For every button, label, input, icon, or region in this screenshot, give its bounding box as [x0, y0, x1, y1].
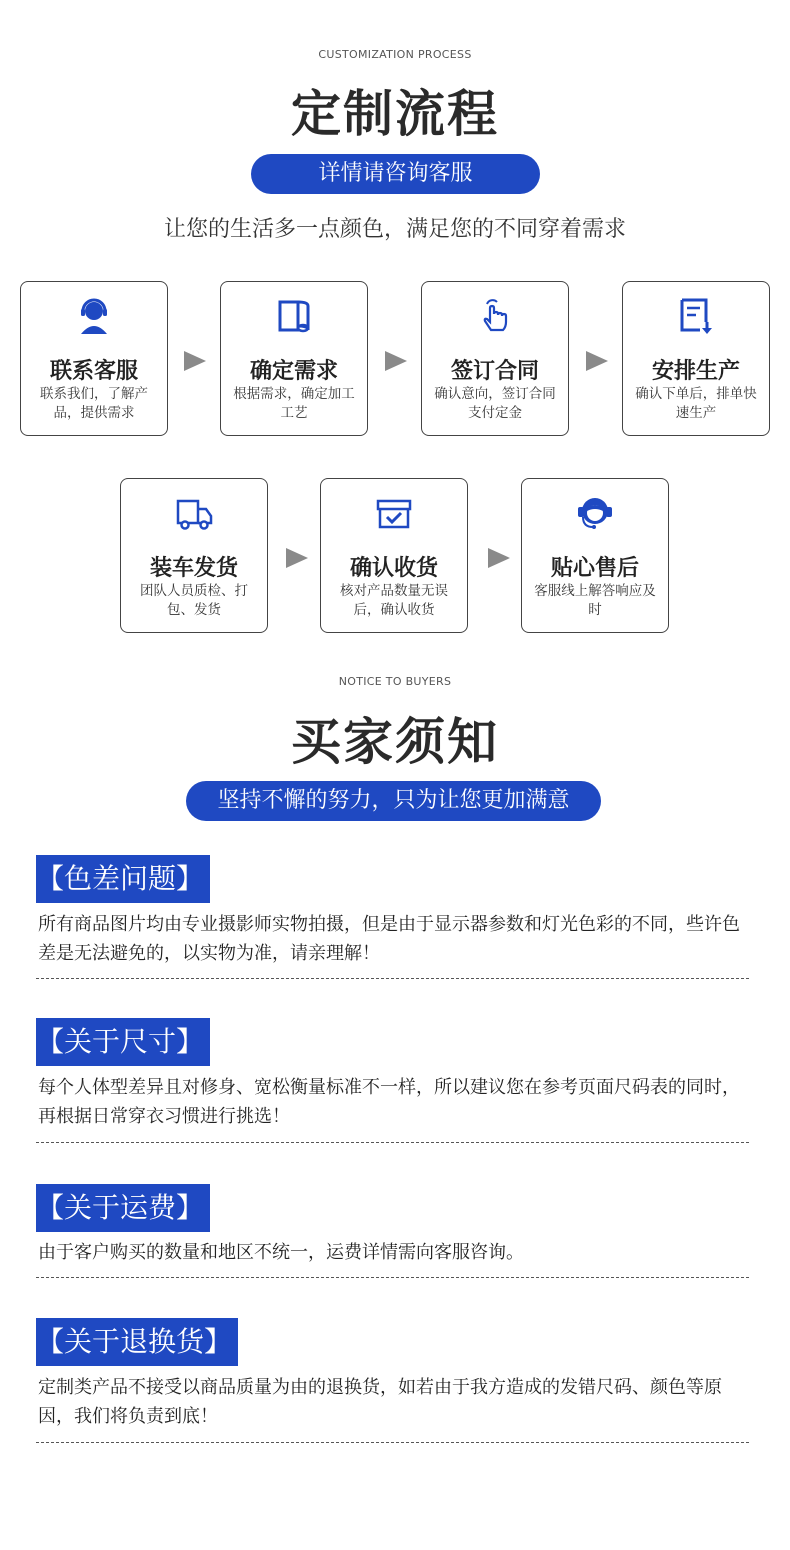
step-desc: 确认意向，签订合同支付定金 [434, 386, 556, 421]
arrow-right-icon [586, 351, 608, 371]
box-check-icon [374, 493, 414, 533]
step-card-after-sales [521, 478, 669, 633]
notice-text-returns: 定制类产品不接受以商品质量为由的退换货，如若由于我方造成的发错尺码、颜色等原因，我们将负责到底！ [38, 1377, 722, 1427]
arrow-right-icon [488, 548, 510, 568]
arrow-right-icon [286, 548, 308, 568]
divider [36, 1442, 749, 1443]
notice-heading-returns: 【关于退换货】 [36, 1318, 238, 1366]
step-title: 贴心售后 [550, 556, 639, 581]
step-desc: 联系我们，了解产品，提供需求 [40, 386, 148, 421]
step-card-shipping [120, 478, 268, 633]
notice-heading-shipping: 【关于运费】 [36, 1184, 210, 1232]
arrow-right-icon [184, 351, 206, 371]
divider [36, 1277, 749, 1278]
notice-text-color: 所有商品图片均由专业摄影师实物拍摄，但是由于显示器参数和灯光色彩的不同，些许色差是无法避免的，以实物为准，请亲理解！ [38, 914, 740, 964]
notice-text-shipping: 由于客户购买的数量和地区不统一，运费详情需向客服咨询。 [38, 1242, 524, 1263]
arrow-right-icon [385, 351, 407, 371]
step-title: 联系客服 [49, 359, 138, 384]
process-subtitle-en: CUSTOMIZATION PROCESS [318, 48, 472, 61]
step-title: 确认收货 [349, 556, 438, 581]
notice-text-size: 每个人体型差异且对修身、宽松衡量标准不一样，所以建议您在参考页面尺码表的同时，再根据日常穿衣习惯进行挑选！ [38, 1077, 740, 1127]
notice-subtitle-en: NOTICE TO BUYERS [338, 675, 452, 688]
satisfaction-pill: 坚持不懈的努力，只为让您更加满意 [186, 781, 601, 821]
notice-heading-color: 【色差问题】 [36, 855, 210, 903]
step-card-production [622, 281, 770, 436]
step-card-contract [421, 281, 569, 436]
process-tagline: 让您的生活多一点颜色，满足您的不同穿着需求 [163, 217, 626, 242]
notice-heading-size: 【关于尺寸】 [36, 1018, 210, 1066]
step-desc: 客服线上解答响应及时 [534, 583, 656, 618]
step-card-contact [20, 281, 168, 436]
step-title: 确定需求 [249, 359, 338, 384]
step-title: 装车发货 [149, 556, 238, 581]
customer-service-icon [74, 296, 114, 336]
step-card-requirement [220, 281, 368, 436]
step-title: 安排生产 [651, 359, 740, 384]
step-title: 签订合同 [450, 359, 539, 384]
step-card-receipt [320, 478, 468, 633]
book-icon [274, 296, 314, 336]
step-desc: 团队人员质检、打包、发货 [140, 583, 248, 618]
truck-icon [174, 493, 214, 533]
hand-click-icon [475, 296, 515, 336]
headset-agent-icon [575, 493, 615, 533]
consult-pill[interactable]: 详情请咨询客服 [251, 154, 540, 194]
step-desc: 核对产品数量无误后，确认收货 [340, 583, 448, 618]
process-title: 定制流程 [291, 85, 499, 143]
divider [36, 1142, 749, 1143]
divider [36, 978, 749, 979]
notice-title: 买家须知 [291, 713, 499, 771]
step-desc: 根据需求，确定加工工艺 [233, 386, 355, 421]
step-desc: 确认下单后，排单快速生产 [635, 386, 757, 421]
document-download-icon [676, 296, 716, 336]
